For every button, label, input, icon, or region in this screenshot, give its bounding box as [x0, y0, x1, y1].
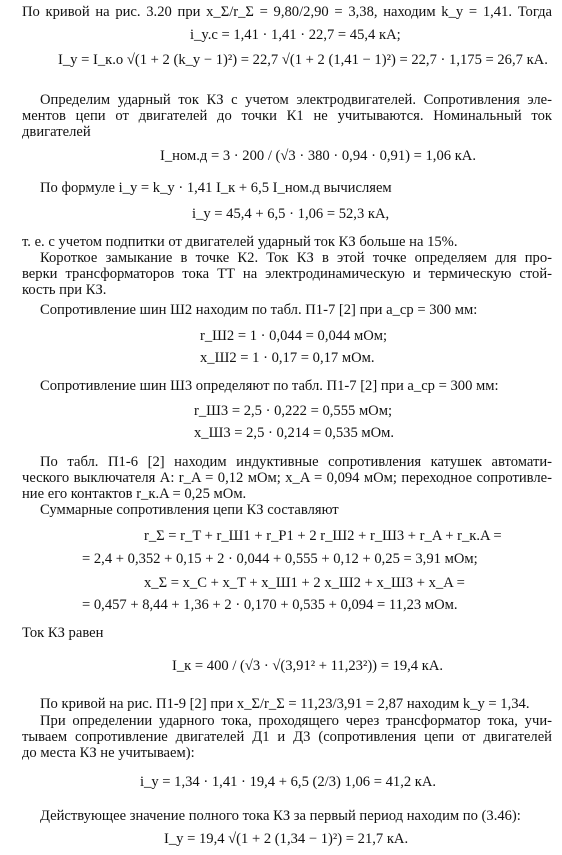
equation: r_Ш2 = 1 · 0,044 = 0,044 мОм;	[200, 328, 388, 344]
text-line: ческого выключателя А: r_A = 0,12 мОм; x_A = 0,094 мОм; переходное сопротивле-	[22, 470, 552, 486]
text-line: По табл. П1-6 [2] находим индуктивные сопротивления катушек автомати-	[40, 454, 552, 470]
equation: r_Ш3 = 2,5 · 0,222 = 0,555 мОм;	[194, 403, 393, 419]
text-line: При определении ударного тока, проходящего через трансформатор тока, учи-	[40, 713, 552, 729]
text-line: Суммарные сопротивления цепи КЗ составляют	[40, 502, 339, 518]
text-line: ментов цепи от двигателей до точки К1 не учитываются. Номинальный ток	[22, 108, 552, 124]
equation: x_Ш3 = 2,5 · 0,214 = 0,535 мОм.	[194, 425, 395, 441]
equation: i_y = 45,4 + 6,5 · 1,06 = 52,3 кА,	[192, 206, 390, 222]
text-line: По кривой на рис. П1-9 [2] при x_Σ/r_Σ = 11,23/3,91 = 2,87 находим k_y = 1,34.	[40, 696, 530, 712]
text-line: По кривой на рис. 3.20 при x_Σ/r_Σ = 9,80/2,90 = 3,38, находим k_y = 1,41. Тогда	[22, 4, 552, 20]
text-line: Сопротивление шин Ш2 находим по табл. П1-7 [2] при a_ср = 300 мм:	[40, 302, 478, 318]
text-line: Действующее значение полного тока КЗ за первый период находим по (3.46):	[40, 808, 521, 824]
text-line: верки трансформаторов тока ТТ на электродинамическую и термическую стой-	[22, 266, 552, 282]
equation: x_Σ = x_C + x_T + x_Ш1 + 2 x_Ш2 + x_Ш3 + x_A =	[144, 575, 465, 591]
text-line: кость при КЗ.	[22, 282, 107, 298]
equation: r_Σ = r_T + r_Ш1 + r_P1 + 2 r_Ш2 + r_Ш3 + r_A + r_к.A =	[144, 528, 502, 544]
text-line: т. е. с учетом подпитки от двигателей ударный ток КЗ больше на 15%.	[22, 234, 458, 250]
text-line: Определим ударный ток КЗ с учетом электродвигателей. Сопротивления эле-	[40, 92, 552, 108]
equation: = 2,4 + 0,352 + 0,15 + 2 · 0,044 + 0,555 + 0,12 + 0,25 = 3,91 мОм;	[82, 551, 478, 567]
text-line: до места КЗ не учитываем):	[22, 745, 195, 761]
text-line: Сопротивление шин Ш3 определяют по табл. П1-7 [2] при a_ср = 300 мм:	[40, 378, 499, 394]
text-line: По формуле i_y = k_y · 1,41 I_к + 6,5 I_ном.д вычисляем	[40, 180, 392, 196]
text-line: ние его контактов r_к.A = 0,25 мОм.	[22, 486, 247, 502]
equation: I_ном.д = 3 · 200 / (√3 · 380 · 0,94 · 0,91) = 1,06 кА.	[160, 148, 476, 164]
equation: x_Ш2 = 1 · 0,17 = 0,17 мОм.	[200, 350, 375, 366]
text-line: Короткое замыкание в точке К2. Ток КЗ в этой точке определяем для про-	[40, 250, 552, 266]
text-line: двигателей	[22, 124, 91, 140]
text-line: Ток КЗ равен	[22, 625, 104, 641]
text-line: тываем сопротивление двигателей Д1 и Д3 (сопротивления цепи от двигателей	[22, 729, 552, 745]
equation: I_y = I_к.о √(1 + 2 (k_y − 1)²) = 22,7 √(1 + 2 (1,41 − 1)²) = 22,7 · 1,175 = 26,7 кА.	[58, 52, 548, 68]
equation: I_y = 19,4 √(1 + 2 (1,34 − 1)²) = 21,7 кА.	[164, 831, 409, 847]
equation: i_y.c = 1,41 · 1,41 · 22,7 = 45,4 кА;	[190, 27, 401, 43]
equation: = 0,457 + 8,44 + 1,36 + 2 · 0,170 + 0,535 + 0,094 = 11,23 мОм.	[82, 597, 458, 613]
equation: i_y = 1,34 · 1,41 · 19,4 + 6,5 (2/3) 1,06 = 41,2 кА.	[140, 774, 437, 790]
equation: I_к = 400 / (√3 · √(3,91² + 11,23²)) = 19,4 кА.	[172, 658, 444, 674]
